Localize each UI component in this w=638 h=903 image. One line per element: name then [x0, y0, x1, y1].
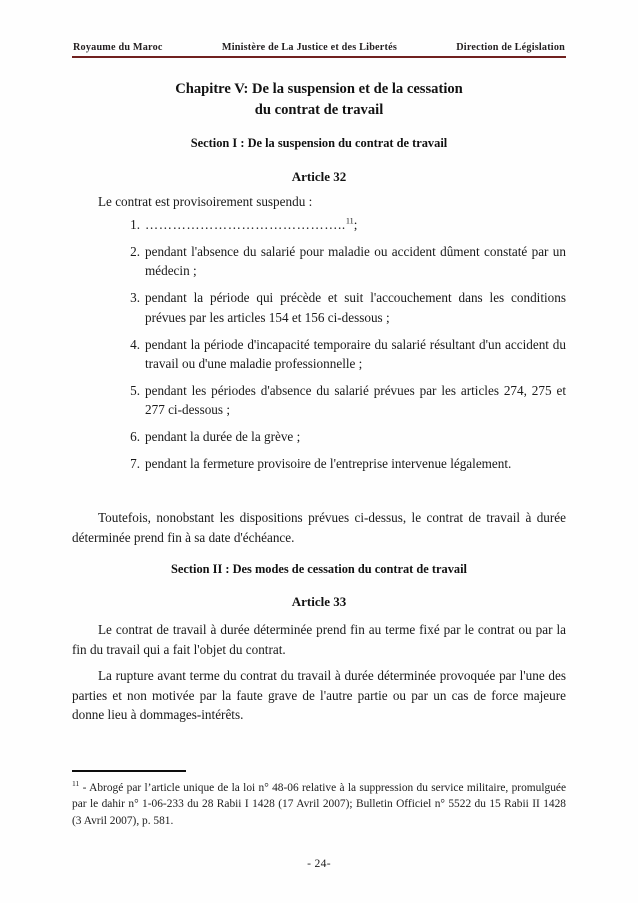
header-divider-rule [72, 56, 566, 58]
footnote-separator-rule [72, 770, 186, 772]
article-32-lead-in: Le contrat est provisoirement suspendu : [98, 194, 313, 209]
footnote-entry [72, 780, 566, 830]
list-item-marker: 3. [130, 290, 140, 306]
footnote-reference-marker[interactable]: 11 [345, 216, 354, 226]
list-item [72, 335, 566, 374]
list-item [72, 454, 566, 473]
list-item-text: pendant les périodes d'absence du salarié prévues par les articles 274, 275 et 277 ci-dessous ; [145, 382, 566, 418]
list-item-marker: 2. [130, 243, 140, 259]
section-2-heading: Section II : Des modes de cessation du contrat de travail [171, 562, 467, 576]
header-kingdom-label: Royaume du Maroc [73, 42, 163, 53]
list-item-text: pendant la durée de la grève ; [145, 429, 301, 445]
article-32-list [72, 215, 566, 473]
chapter-title-line-2: du contrat de travail [254, 102, 384, 118]
list-item-marker: 7. [130, 456, 140, 472]
article-32-heading: Article 32 [291, 169, 347, 184]
list-item-marker: 4. [130, 336, 140, 352]
list-item-text: pendant la fermeture provisoire de l'entreprise intervenue légalement. [145, 456, 512, 472]
chapter-title-line-1: Chapitre V: De la suspension et de la cessation [175, 81, 463, 97]
footnote-body-text: - Abrogé par l’article unique de la loi n° 48-06 relative à la suppression du service militaire, promulguée par le dahir n° 1-06-233 du 28 Rabii I 1428 (17 Avril 2007); Bulletin Officiel n° 5522 du 15 Rabii II 1428 (3 Avril 2007), p. 581. [72, 781, 566, 827]
article-33-paragraph-2: La rupture avant terme du contrat du travail à durée déterminée provoquée par l'une des parties et non motivée par la faute grave de l'autre partie ou par un cas de force majeure donne lieu à dommages-intérêts. [72, 668, 566, 723]
header-direction-label: Direction de Législation [456, 42, 565, 53]
list-item-marker: 6. [130, 429, 140, 445]
chapter-title [72, 79, 566, 121]
list-item-text: pendant la période qui précède et suit l'accouchement dans les conditions prévues par les articles 154 et 156 ci-dessous ; [145, 290, 566, 325]
list-item [72, 427, 566, 446]
footnote-number: 11 [72, 778, 80, 788]
list-item [72, 242, 566, 281]
page-number: - 24- [307, 857, 331, 870]
page-content [72, 0, 566, 903]
article-33-paragraph-1: Le contrat de travail à durée déterminée prend fin au terme fixé par le contrat ou par la fin du travail qui a fait l'objet du contrat. [72, 622, 566, 657]
document-header-row [72, 42, 566, 53]
header-ministry-label: Ministère de La Justice et des Libertés [221, 42, 397, 53]
list-item-marker: 1. [130, 217, 140, 232]
list-item [72, 215, 566, 234]
section-1-heading: Section I : De la suspension du contrat de travail [190, 136, 448, 150]
list-item-text: pendant l'absence du salarié pour maladie ou accident dûment constaté par un médecin ; [145, 243, 566, 279]
list-item-marker: 5. [130, 382, 140, 398]
document-header [72, 42, 566, 58]
list-item [72, 288, 566, 327]
list-item-text: pendant la période d'incapacité temporaire du salarié résultant d'un accident du travail ou d'une maladie professionnelle ; [145, 336, 566, 371]
footnote-area [72, 770, 566, 829]
list-item [72, 381, 566, 420]
article-32-closing-paragraph: Toutefois, nonobstant les dispositions prévues ci-dessus, le contrat de travail à durée déterminée prend fin à sa date d'échéance. [72, 510, 566, 545]
article-33-heading: Article 33 [291, 594, 347, 609]
list-item-dots: …………………………………….. [145, 217, 346, 232]
list-item-tail: ; [353, 217, 358, 232]
